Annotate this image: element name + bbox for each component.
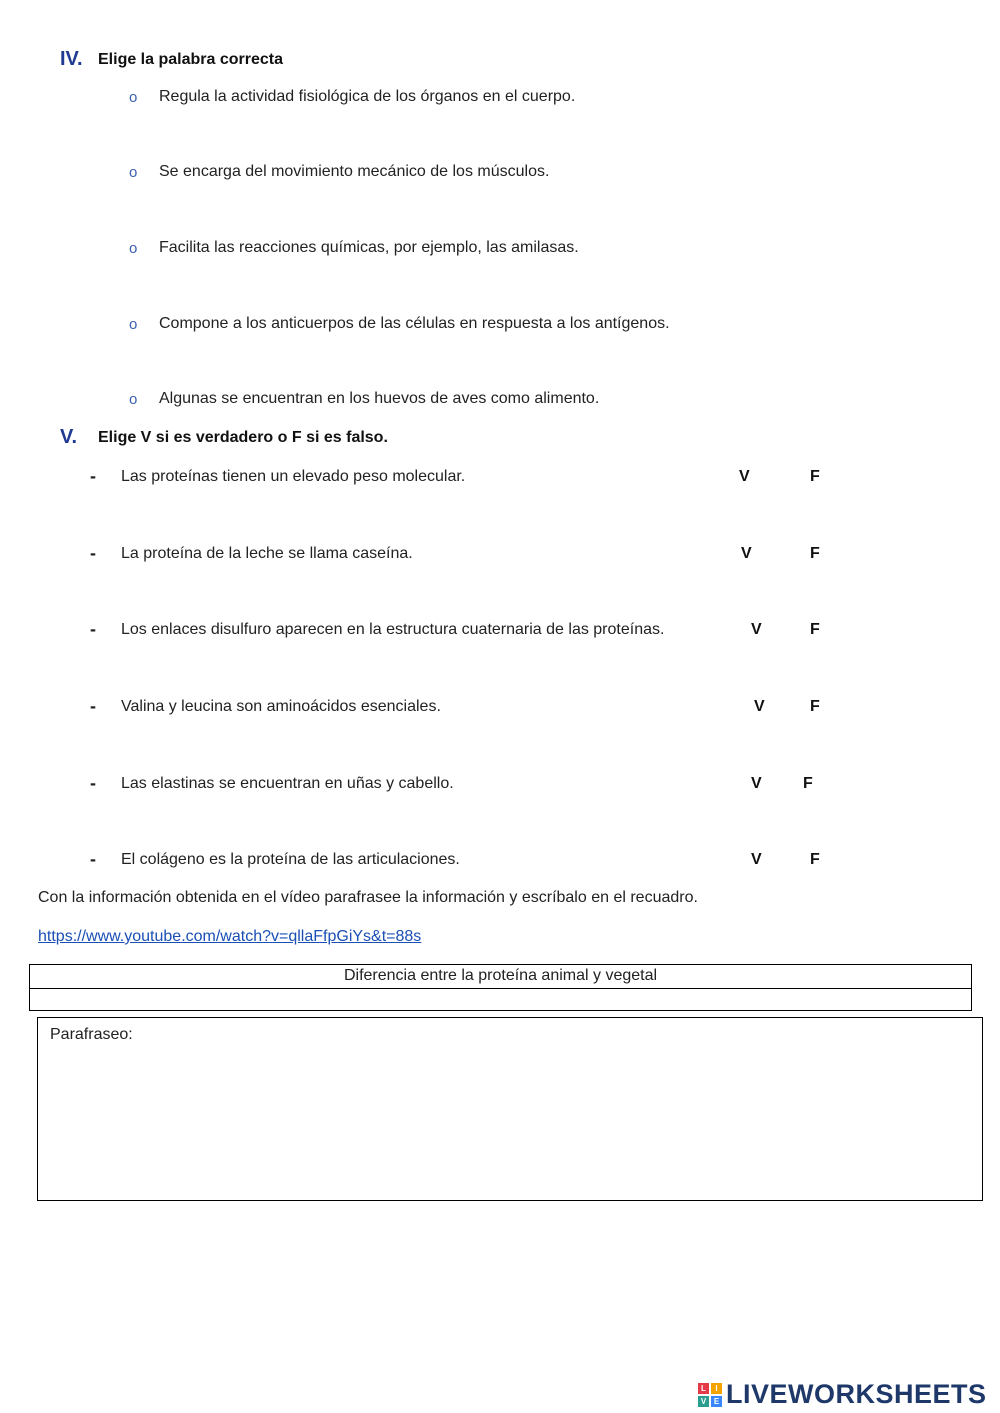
statement-text: Los enlaces disulfuro aparecen en la estructura cuaternaria de las proteínas. bbox=[121, 621, 665, 638]
dash-bullet-icon: - bbox=[90, 849, 96, 869]
dash-bullet-icon: - bbox=[90, 773, 96, 793]
false-option[interactable]: F bbox=[810, 621, 820, 638]
true-option[interactable]: V bbox=[739, 468, 750, 485]
list-item: Regula la actividad fisiológica de los órganos en el cuerpo. bbox=[159, 88, 576, 105]
bullet-circle-icon: o bbox=[129, 391, 138, 408]
dash-bullet-icon: - bbox=[90, 543, 96, 563]
statement-text: La proteína de la leche se llama caseína. bbox=[121, 545, 413, 562]
statement-text: Las elastinas se encuentran en uñas y cabello. bbox=[121, 775, 454, 792]
list-item: Facilita las reacciones químicas, por ejemplo, las amilasas. bbox=[159, 239, 579, 256]
statement-text: Valina y leucina son aminoácidos esenciales. bbox=[121, 698, 441, 715]
logo-letter: V bbox=[698, 1396, 709, 1407]
section-iv-title: Elige la palabra correcta bbox=[98, 51, 283, 68]
bullet-circle-icon: o bbox=[129, 89, 138, 106]
paraphrase-label: Parafraseo: bbox=[50, 1026, 133, 1043]
logo-letter: L bbox=[698, 1383, 709, 1394]
dash-bullet-icon: - bbox=[90, 696, 96, 716]
logo-letter: E bbox=[711, 1396, 722, 1407]
bullet-circle-icon: o bbox=[129, 240, 138, 257]
logo-mark-icon bbox=[698, 1383, 722, 1407]
logo-letter: I bbox=[711, 1383, 722, 1394]
difference-table bbox=[29, 964, 972, 1011]
section-v-number: V. bbox=[60, 426, 78, 448]
false-option[interactable]: F bbox=[803, 775, 813, 792]
true-option[interactable]: V bbox=[751, 621, 762, 638]
statement-text: El colágeno es la proteína de las articulaciones. bbox=[121, 851, 460, 868]
section-v-title: Elige V si es verdadero o F si es falso. bbox=[98, 429, 388, 446]
dash-bullet-icon: - bbox=[90, 466, 96, 486]
false-option[interactable]: F bbox=[810, 545, 820, 562]
true-option[interactable]: V bbox=[751, 851, 762, 868]
bullet-circle-icon: o bbox=[129, 316, 138, 333]
true-option[interactable]: V bbox=[754, 698, 765, 715]
table-answer-cell[interactable] bbox=[30, 989, 971, 1011]
statement-text: Las proteínas tienen un elevado peso molecular. bbox=[121, 468, 466, 485]
liveworksheets-logo bbox=[698, 1379, 987, 1410]
list-item: Compone a los anticuerpos de las células en respuesta a los antígenos. bbox=[159, 315, 670, 332]
paraphrase-box[interactable] bbox=[37, 1017, 983, 1201]
false-option[interactable]: F bbox=[810, 468, 820, 485]
dash-bullet-icon: - bbox=[90, 619, 96, 639]
true-option[interactable]: V bbox=[741, 545, 752, 562]
list-item: Se encarga del movimiento mecánico de los músculos. bbox=[159, 163, 550, 180]
false-option[interactable]: F bbox=[810, 851, 820, 868]
table-header: Diferencia entre la proteína animal y vegetal bbox=[30, 965, 971, 989]
bullet-circle-icon: o bbox=[129, 164, 138, 181]
false-option[interactable]: F bbox=[810, 698, 820, 715]
brand-name: LIVEWORKSHEETS bbox=[726, 1379, 987, 1409]
true-option[interactable]: V bbox=[751, 775, 762, 792]
instruction-text: Con la información obtenida en el vídeo parafrasee la información y escríbalo en el recuadro. bbox=[38, 889, 698, 906]
video-link[interactable]: https://www.youtube.com/watch?v=qllaFfpGiYs&t=88s bbox=[38, 928, 422, 945]
section-iv-number: IV. bbox=[60, 48, 83, 70]
list-item: Algunas se encuentran en los huevos de aves como alimento. bbox=[159, 390, 600, 407]
